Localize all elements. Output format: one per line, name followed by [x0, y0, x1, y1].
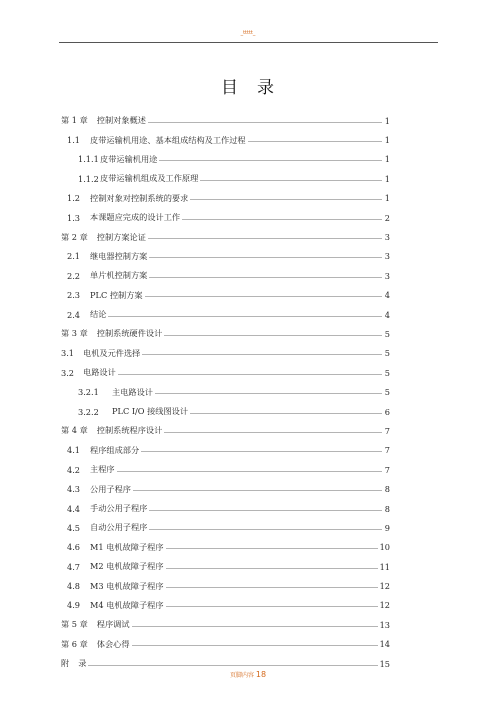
toc-entry-title: 控制对象对控制系统的要求	[90, 192, 189, 203]
toc-entry[interactable]	[61, 150, 390, 169]
dot-leader	[117, 471, 382, 472]
toc-entry[interactable]	[61, 596, 390, 615]
toc-entry-title: 控制系统程序设计	[96, 425, 163, 436]
toc-entry-page: 10	[379, 542, 390, 553]
dot-leader	[190, 413, 382, 414]
toc-entry-number: 附	[61, 658, 70, 669]
footer-page-number: 18	[255, 670, 267, 679]
dot-leader	[155, 393, 382, 394]
toc-entry-number: 4.7	[67, 561, 81, 572]
toc-entry-number: 第 2 章	[61, 231, 88, 242]
toc-entry[interactable]	[61, 576, 390, 595]
dot-leader	[164, 335, 382, 336]
dot-leader	[149, 277, 382, 278]
dot-leader	[164, 432, 382, 433]
toc-entry-number: 4.3	[67, 484, 81, 495]
toc-entry[interactable]	[61, 538, 390, 557]
toc-entry-page: 3	[384, 251, 390, 262]
toc-entry-page: 5	[384, 387, 390, 398]
toc-entry[interactable]	[61, 247, 390, 266]
toc-entry-page: 1	[384, 135, 390, 146]
footer-label: 页脚内容	[229, 672, 254, 679]
dot-leader	[148, 238, 382, 239]
toc-entry-number: 3.2	[61, 367, 75, 378]
toc-entry-page: 3	[384, 232, 390, 243]
toc-entry-title: 电机及元件选择	[83, 347, 141, 358]
toc-entry-number: 4.5	[67, 522, 81, 533]
dot-leader	[132, 645, 378, 646]
toc-entry-number: 第 1 章	[61, 115, 88, 126]
toc-entry-page: 12	[379, 581, 390, 592]
toc-entry-number: 3.2.2	[78, 406, 99, 417]
dot-leader	[149, 257, 382, 258]
toc-entry-title: 控制方案论证	[96, 231, 146, 242]
dot-leader	[133, 490, 382, 491]
toc-entry-number: 1.3	[67, 212, 81, 223]
dot-leader	[108, 316, 382, 317]
toc-entry-number: 2.2	[67, 270, 81, 281]
toc-entry-title: 电路设计	[83, 367, 116, 378]
toc-entry-title: M4 电机故障子程序	[90, 599, 164, 610]
toc-entry[interactable]	[61, 518, 390, 537]
dot-leader	[182, 219, 382, 220]
toc-entry-page: 14	[379, 639, 390, 650]
toc-entry-title: 程序调试	[96, 619, 130, 630]
toc-entry-page: 3	[384, 270, 390, 281]
toc-entry-title: 自动公用子程序	[90, 522, 148, 533]
toc-entry-page: 2	[384, 212, 390, 223]
toc-entry-title: 继电器控制方案	[90, 250, 148, 261]
toc-entry-title: PLC 控制方案	[90, 289, 143, 300]
toc-title-right: 录	[257, 78, 275, 98]
toc-entry[interactable]	[61, 111, 390, 130]
dot-leader	[190, 199, 382, 200]
toc-entry-title: M3 电机故障子程序	[90, 580, 164, 591]
header-mark: _ttttt_	[240, 30, 256, 36]
toc-entry-title: 皮带运输机用途	[100, 153, 158, 164]
toc-entry[interactable]	[61, 363, 390, 382]
toc-entry-number: 4.1	[67, 445, 81, 456]
dot-leader	[145, 296, 382, 297]
toc-entry-page: 4	[384, 290, 390, 301]
dot-leader	[248, 141, 382, 142]
toc-title	[0, 73, 496, 98]
toc-entry-number: 1.2	[67, 193, 81, 204]
toc-entry[interactable]	[61, 402, 390, 421]
toc-entry[interactable]	[61, 382, 390, 401]
toc-entry-title: 控制系统硬件设计	[96, 328, 163, 339]
toc-entry-page: 15	[379, 658, 390, 669]
toc-entry-title: 皮带运输机组成及工作原理	[100, 173, 199, 184]
dot-leader	[166, 548, 378, 549]
toc-entry-number: 第 6 章	[61, 638, 88, 649]
toc-entry-page: 4	[384, 309, 390, 320]
toc-entry-page: 7	[384, 464, 390, 475]
toc-entry-page: 7	[384, 425, 390, 436]
toc-entry-page: 9	[384, 522, 390, 533]
dot-leader	[118, 374, 382, 375]
toc-entry-number: 1.1	[67, 135, 81, 146]
toc-entry-number: 1.1.1	[78, 154, 99, 165]
dot-leader	[88, 665, 377, 666]
toc-entry-title: 公用子程序	[90, 483, 131, 494]
toc-entry-title: 主电路设计	[112, 386, 153, 397]
toc-entry[interactable]	[61, 208, 390, 227]
toc-entry-number: 4.4	[67, 503, 81, 514]
toc-entry-page: 8	[384, 503, 390, 514]
toc-entry-number: 2.1	[67, 251, 81, 262]
toc-entry-page: 11	[379, 561, 390, 572]
toc-entry[interactable]	[61, 324, 390, 343]
toc-entry[interactable]	[61, 635, 390, 654]
toc-entry-page: 1	[384, 115, 390, 126]
table-of-contents	[61, 111, 390, 673]
toc-entry-title: 程序组成部分	[90, 444, 140, 455]
toc-entry-page: 12	[379, 600, 390, 611]
toc-entry-page: 5	[384, 367, 390, 378]
toc-entry[interactable]	[61, 421, 390, 440]
dot-leader	[142, 354, 382, 355]
toc-entry-page: 5	[384, 328, 390, 339]
toc-entry-page: 1	[384, 154, 390, 165]
toc-entry-title: 录	[78, 658, 87, 669]
toc-entry-number: 4.6	[67, 542, 81, 553]
toc-entry-title: M1 电机故障子程序	[90, 541, 164, 552]
toc-entry-number: 3.1	[61, 348, 75, 359]
toc-entry[interactable]	[61, 189, 390, 208]
toc-entry-number: 第 5 章	[61, 619, 88, 630]
toc-entry-title: 皮带运输机用途、基本组成结构及工作过程	[90, 134, 246, 145]
header-rule	[59, 42, 438, 43]
toc-entry-number: 2.4	[67, 309, 81, 320]
dot-leader	[149, 510, 382, 511]
toc-entry-title: PLC I/O 接线图设计	[112, 406, 189, 417]
dot-leader	[166, 606, 378, 607]
toc-entry-number: 4.8	[67, 581, 81, 592]
toc-entry[interactable]	[61, 130, 390, 149]
dot-leader	[200, 180, 382, 181]
toc-entry-page: 1	[384, 193, 390, 204]
toc-entry-title: 本课题应完成的设计工作	[90, 212, 181, 223]
toc-entry[interactable]	[61, 344, 390, 363]
toc-entry-number: 第 3 章	[61, 328, 88, 339]
toc-entry-page: 5	[384, 348, 390, 359]
toc-entry[interactable]	[61, 499, 390, 518]
dot-leader	[159, 160, 382, 161]
toc-entry[interactable]	[61, 557, 390, 576]
toc-entry-page: 6	[384, 406, 390, 417]
dot-leader	[141, 451, 382, 452]
toc-entry-page: 13	[379, 619, 390, 630]
toc-entry[interactable]	[61, 479, 390, 498]
toc-entry-number: 1.1.2	[78, 173, 99, 184]
toc-entry-title: 单片机控制方案	[90, 270, 148, 281]
toc-entry[interactable]	[61, 227, 390, 246]
toc-entry-title: 主程序	[90, 464, 115, 475]
toc-entry-number: 2.3	[67, 290, 81, 301]
toc-entry-title: 体会心得	[96, 638, 130, 649]
toc-entry-number: 3.2.1	[78, 387, 99, 398]
toc-entry[interactable]	[61, 460, 390, 479]
toc-entry[interactable]	[61, 615, 390, 634]
toc-entry-page: 1	[384, 173, 390, 184]
dot-leader	[148, 122, 382, 123]
toc-entry[interactable]	[61, 169, 390, 188]
dot-leader	[149, 529, 382, 530]
dot-leader	[166, 568, 378, 569]
dot-leader	[132, 626, 378, 627]
toc-entry-number: 4.2	[67, 464, 81, 475]
toc-entry-title: 结论	[90, 309, 107, 320]
toc-entry-title: 手动公用子程序	[90, 503, 148, 513]
toc-entry-page: 7	[384, 445, 390, 456]
toc-entry[interactable]	[61, 305, 390, 324]
toc-entry[interactable]	[61, 286, 390, 305]
dot-leader	[166, 587, 378, 588]
toc-entry-title: M2 电机故障子程序	[90, 561, 164, 572]
toc-entry-title: 控制对象概述	[96, 115, 146, 126]
toc-entry[interactable]	[61, 266, 390, 285]
toc-entry[interactable]	[61, 441, 390, 460]
toc-entry-number: 第 4 章	[61, 425, 88, 436]
footer	[0, 670, 496, 679]
toc-title-left: 目	[221, 78, 239, 98]
toc-entry-number: 4.9	[67, 600, 81, 611]
toc-entry-page: 8	[384, 484, 390, 495]
